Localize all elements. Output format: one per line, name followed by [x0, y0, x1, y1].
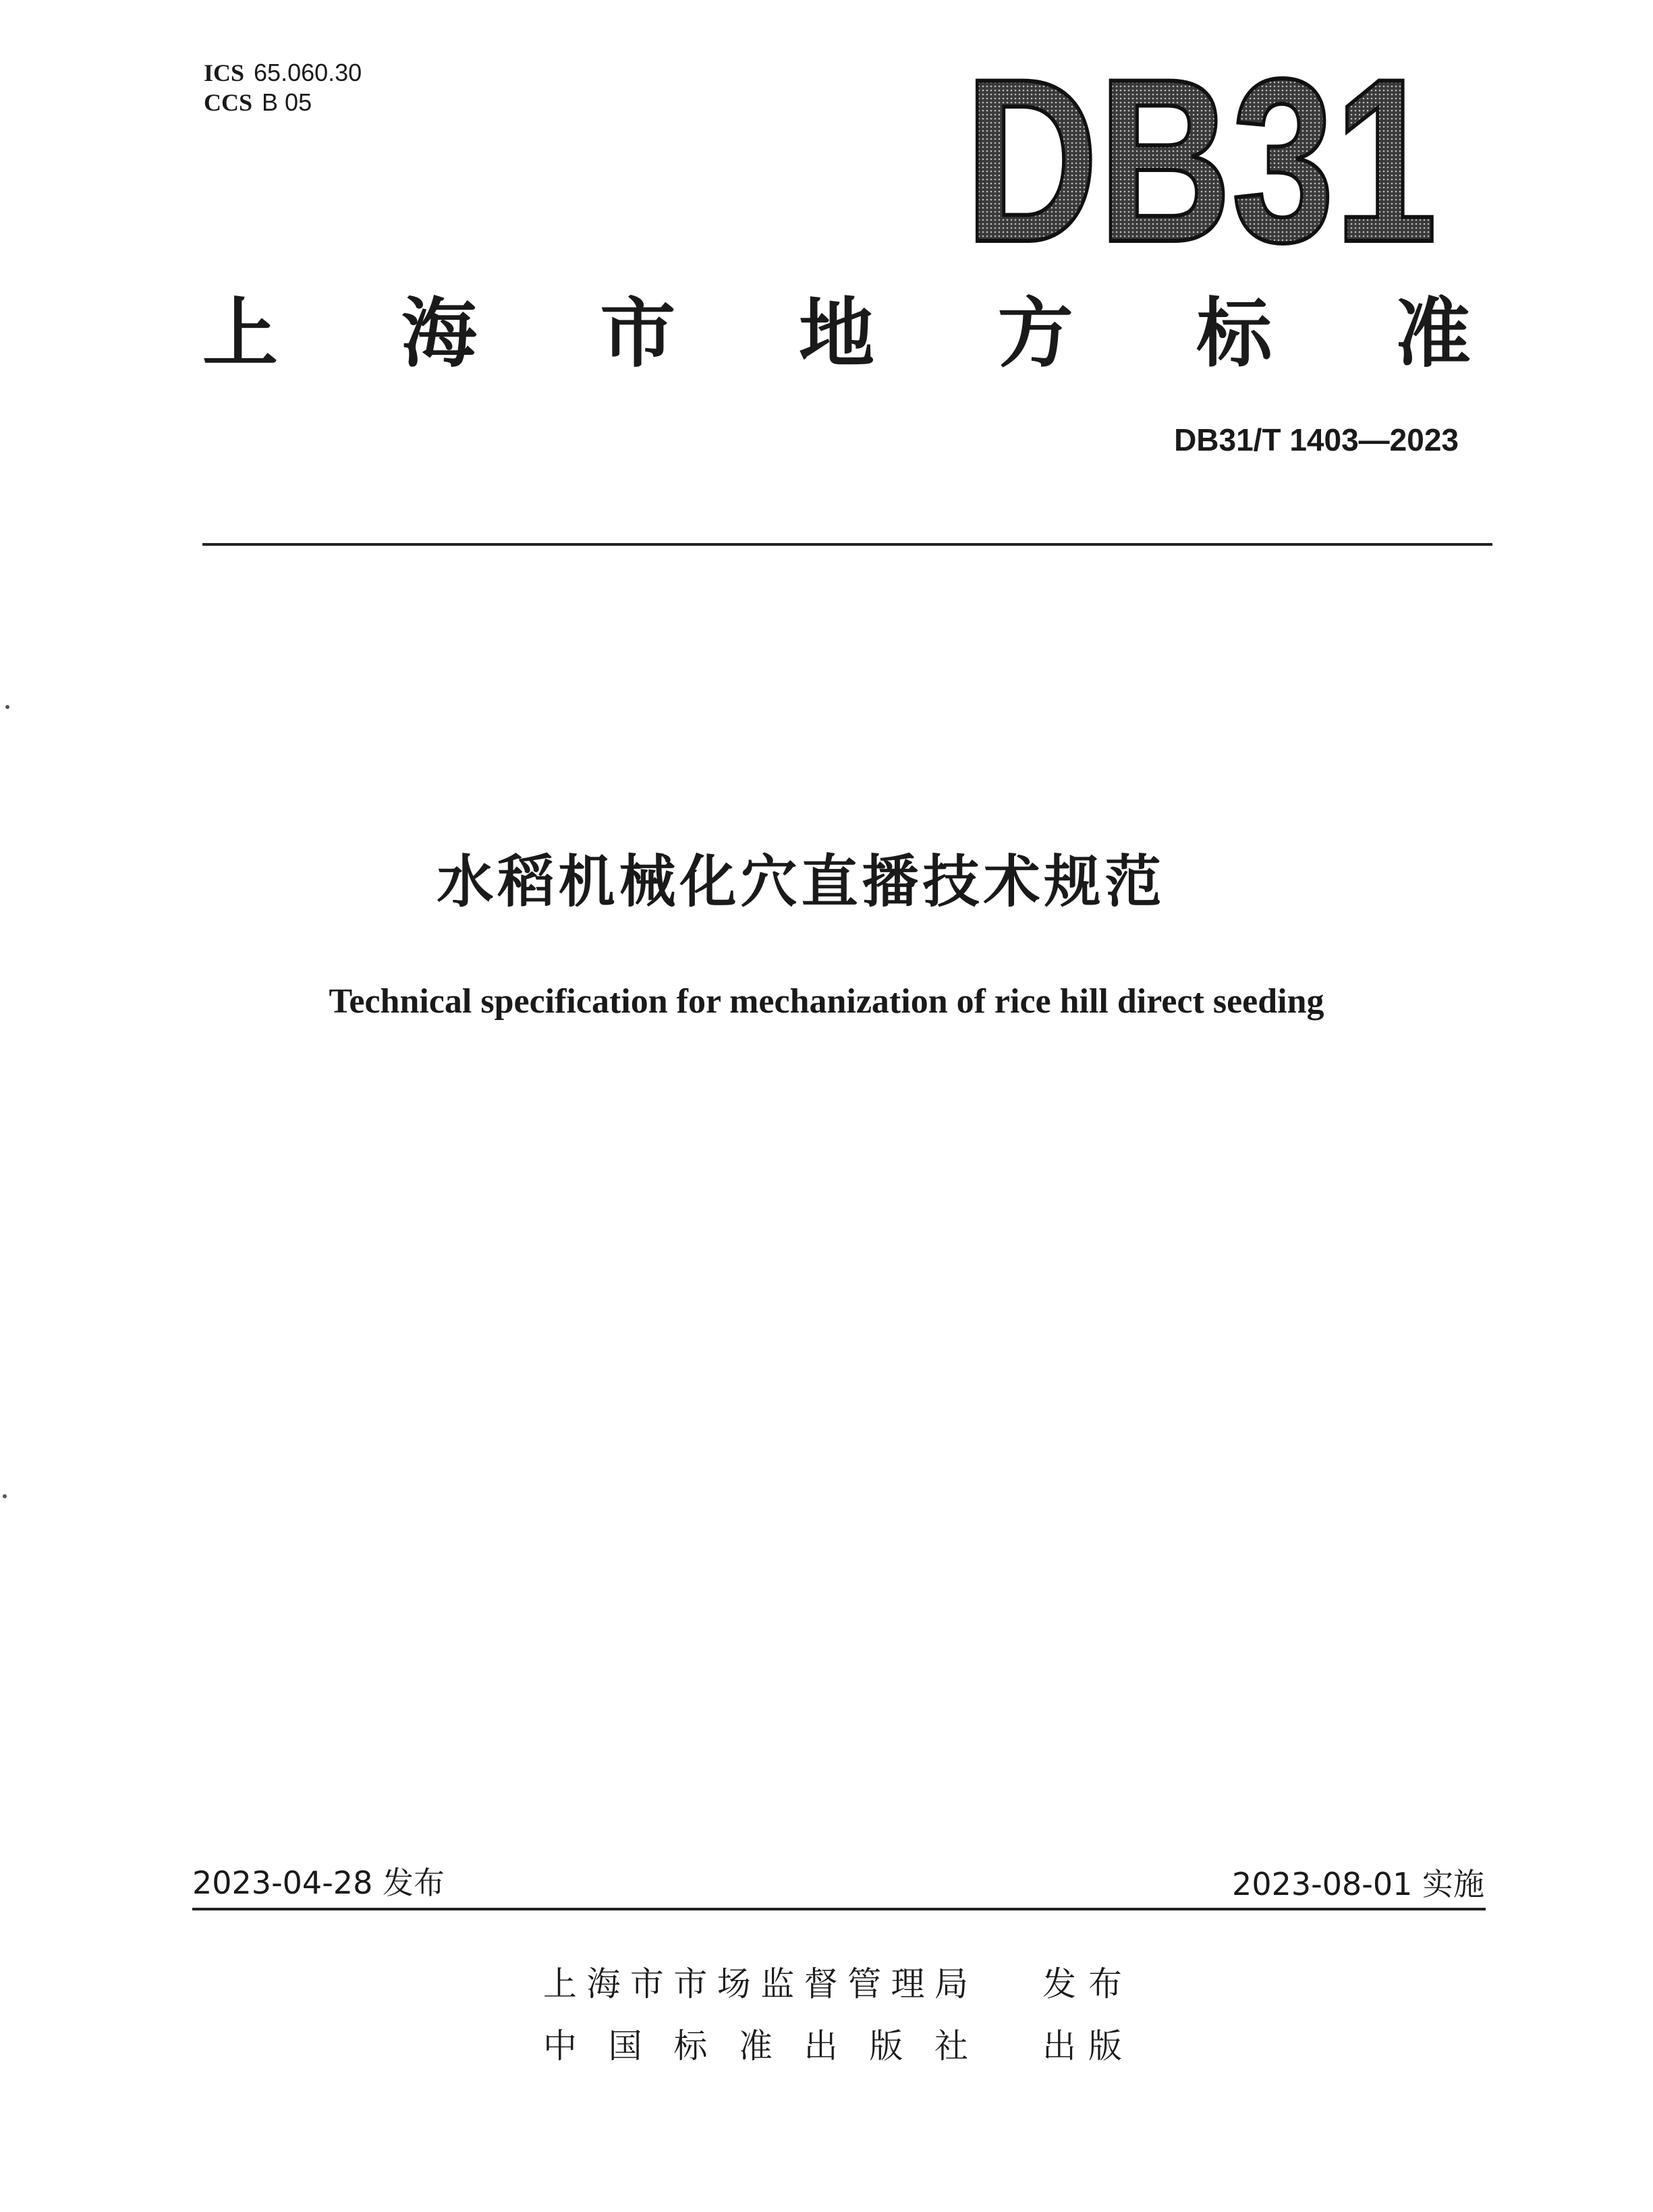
- organizations: [543, 1953, 1134, 2077]
- standard-type-char: 上: [202, 290, 278, 378]
- scan-speck: [5, 705, 9, 709]
- document-title-chinese: 水稻机械化穴直播技术规范: [437, 849, 1166, 915]
- standard-type-char: 海: [401, 290, 477, 378]
- standard-number: DB31/T 1403—2023: [1174, 422, 1459, 457]
- ics-label: ICS: [204, 59, 245, 86]
- db31-logo: [965, 31, 1437, 291]
- standard-type-char: 方: [997, 290, 1073, 378]
- organization-name: 中国标准出版社: [543, 2026, 968, 2066]
- logo-text: DB31: [965, 31, 1437, 291]
- organization-row: [543, 2015, 1134, 2077]
- ccs-label: CCS: [204, 89, 253, 116]
- standard-type-char: 标: [1196, 290, 1272, 378]
- implement-date: 2023-08-01 实施: [1232, 1866, 1484, 1902]
- top-divider: [202, 543, 1492, 546]
- document-title-english: Technical specification for mechanization of rice hill direct seeding: [329, 982, 1324, 1021]
- standard-type-heading: [202, 283, 1471, 385]
- organization-name: 上海市市场监督管理局: [543, 1964, 968, 2004]
- standard-type-char: 准: [1395, 290, 1471, 378]
- organization-row: [543, 1953, 1134, 2015]
- standard-type-char: 地: [798, 290, 874, 378]
- bottom-divider: [192, 1908, 1486, 1910]
- ics-code: [204, 58, 362, 88]
- ics-value: 65.060.30: [254, 59, 362, 86]
- ccs-value: B 05: [262, 88, 312, 116]
- ccs-code: [204, 88, 362, 117]
- organization-role: 出版: [1042, 2026, 1134, 2066]
- classification-codes: [204, 58, 362, 117]
- standard-type-char: 市: [600, 290, 676, 378]
- scan-speck: [3, 1494, 7, 1498]
- publish-date: 2023-04-28 发布: [192, 1865, 445, 1901]
- organization-role: 发布: [1042, 1964, 1134, 2004]
